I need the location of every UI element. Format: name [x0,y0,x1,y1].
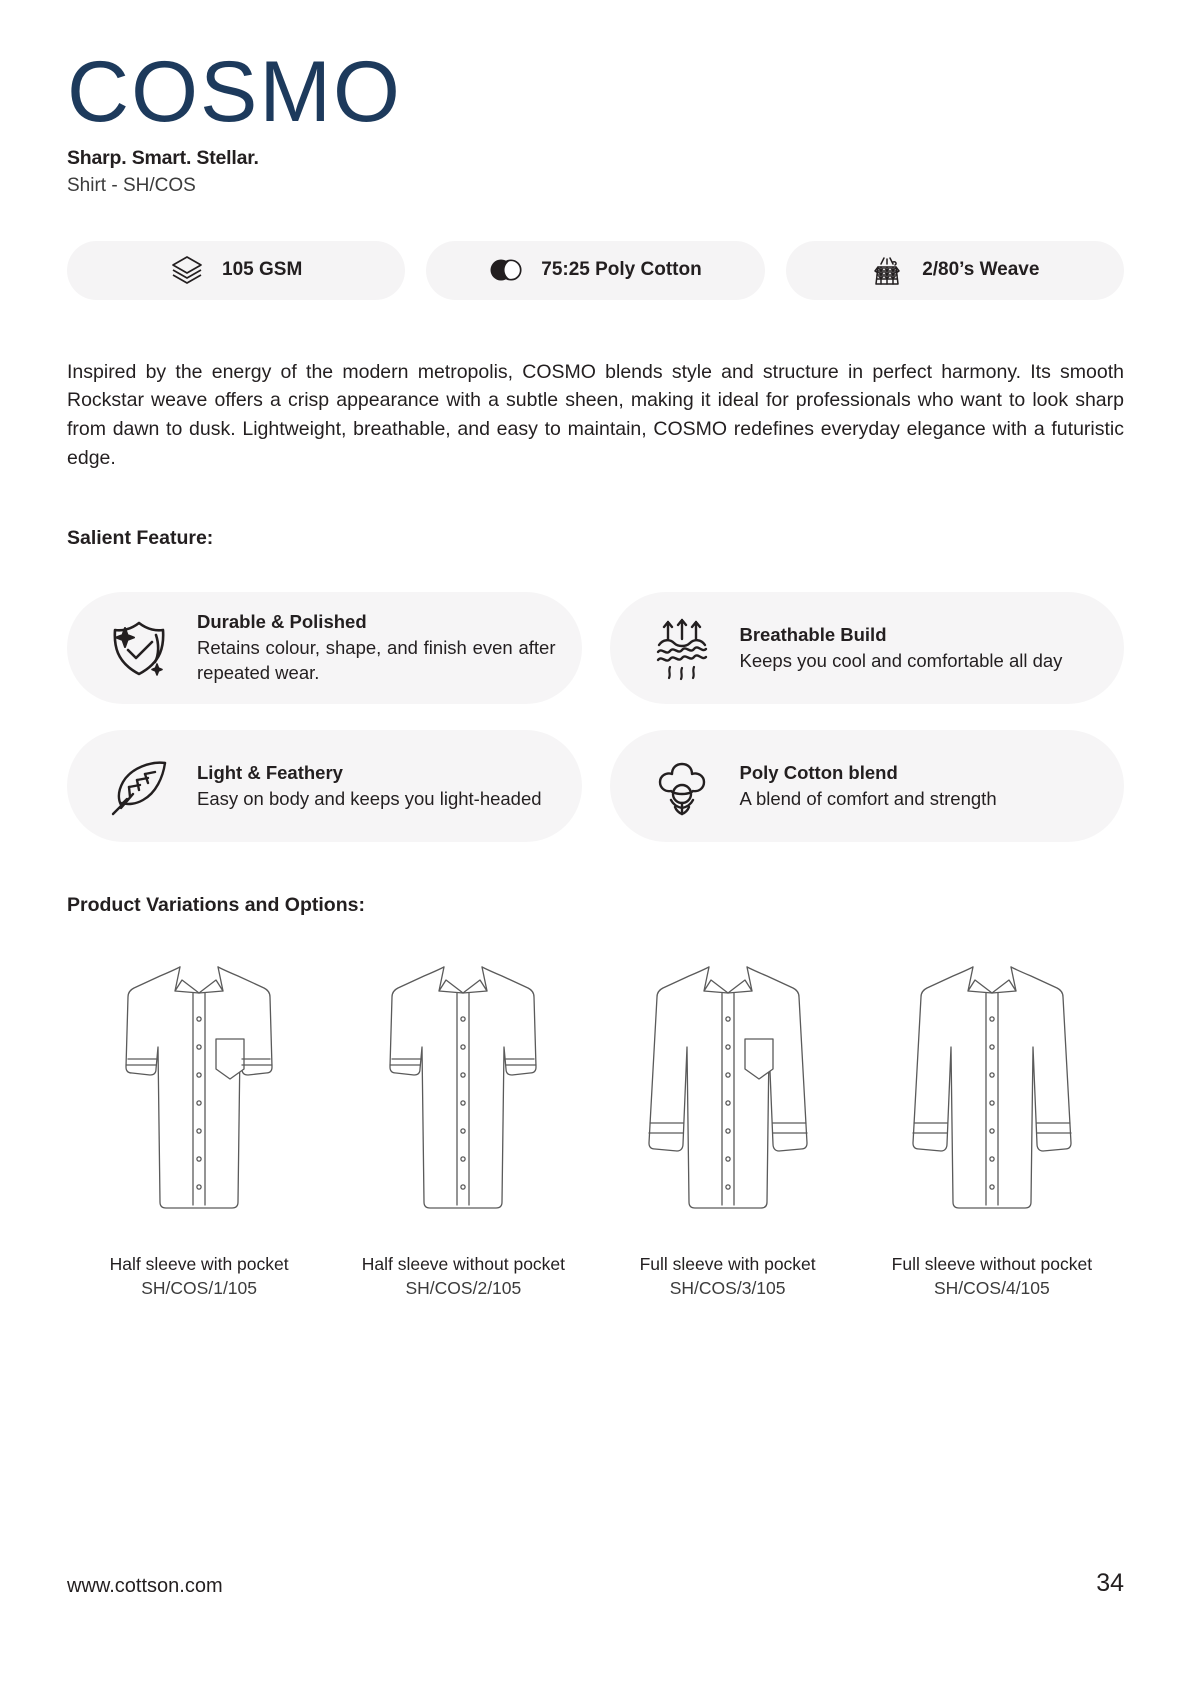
feature-text-blend [740,762,1099,812]
brand-tagline: Sharp. Smart. Stellar. [67,146,259,169]
product-subtitle: Shirt - SH/COS [67,174,196,196]
brand-logo: COSMO [67,44,402,140]
feature-text-durable [197,611,556,685]
breathable-airflow-icon [646,612,718,684]
shield-check-sparkle-icon [103,612,175,684]
feature-card-light [67,730,582,842]
feature-grid [67,592,1124,842]
brand-header [67,0,1124,197]
feature-text-light [197,762,556,812]
shirt-half-sleeve-pocket-icon [67,947,331,1237]
blend-circles-icon [489,253,523,287]
salient-feature-heading: Salient Feature: [67,527,214,550]
cotton-boll-icon [646,750,718,822]
feature-title-blend: Poly Cotton blend [739,761,898,783]
feature-text-breathable [740,624,1099,674]
feature-title-breathable: Breathable Build [739,623,887,645]
spec-pill-blend [426,241,764,300]
feature-desc-blend: A blend of comfort and strength [739,787,997,809]
variation-label-3: Full sleeve with pocket [639,1254,816,1275]
variation-item-3 [596,947,860,1300]
variation-item-2 [331,947,595,1300]
product-variations-heading: Product Variations and Options: [67,894,365,917]
spec-label-weave: 2/80’s Weave [922,259,1040,281]
feature-card-durable [67,592,582,704]
feature-card-breathable [610,592,1125,704]
variation-sku-4: SH/COS/4/105 [934,1277,1050,1298]
variation-sku-2: SH/COS/2/105 [405,1277,522,1298]
spec-label-blend: 75:25 Poly Cotton [541,259,702,281]
spec-label-gsm: 105 GSM [222,259,303,281]
footer-website[interactable]: www.cottson.com [67,1575,223,1597]
variation-label-1: Half sleeve with pocket [109,1254,289,1275]
feature-title-durable: Durable & Polished [197,611,367,633]
woven-fabric-icon [870,253,904,287]
shirt-full-sleeve-no-pocket-icon [860,947,1124,1237]
variation-item-1 [67,947,331,1300]
feature-card-blend [610,730,1125,842]
feature-desc-durable: Retains colour, shape, and finish even after repeated wear. [197,637,556,683]
variation-label-2: Half sleeve without pocket [361,1254,566,1275]
variation-label-4: Full sleeve without pocket [891,1254,1093,1275]
shirt-full-sleeve-pocket-icon [596,947,860,1237]
layers-icon [170,253,204,287]
variation-row [67,947,1124,1300]
feature-desc-breathable: Keeps you cool and comfortable all day [739,649,1063,671]
feature-desc-light: Easy on body and keeps you light-headed [197,787,542,809]
variation-item-4 [860,947,1124,1300]
product-description: Inspired by the energy of the modern metropolis, COSMO blends style and structure in perfect harmony. Its smooth Rockstar weave offers a crisp appearance with a subtle sheen, making it ideal for professionals who want to look sharp from dawn to dusk. Lightweight, breathable, and easy to maintain, COSMO redefines everyday elegance with a futuristic edge. [67,360,1124,469]
spec-pill-gsm [67,241,405,300]
feather-icon [103,750,175,822]
variation-sku-1: SH/COS/1/105 [141,1277,257,1298]
shirt-half-sleeve-no-pocket-icon [331,947,595,1237]
spec-pill-row [67,241,1124,300]
page-footer [67,1569,1124,1598]
spec-pill-weave [786,241,1124,300]
feature-title-light: Light & Feathery [197,761,343,783]
variation-sku-3: SH/COS/3/105 [669,1277,786,1298]
footer-page-number: 34 [1096,1569,1124,1597]
